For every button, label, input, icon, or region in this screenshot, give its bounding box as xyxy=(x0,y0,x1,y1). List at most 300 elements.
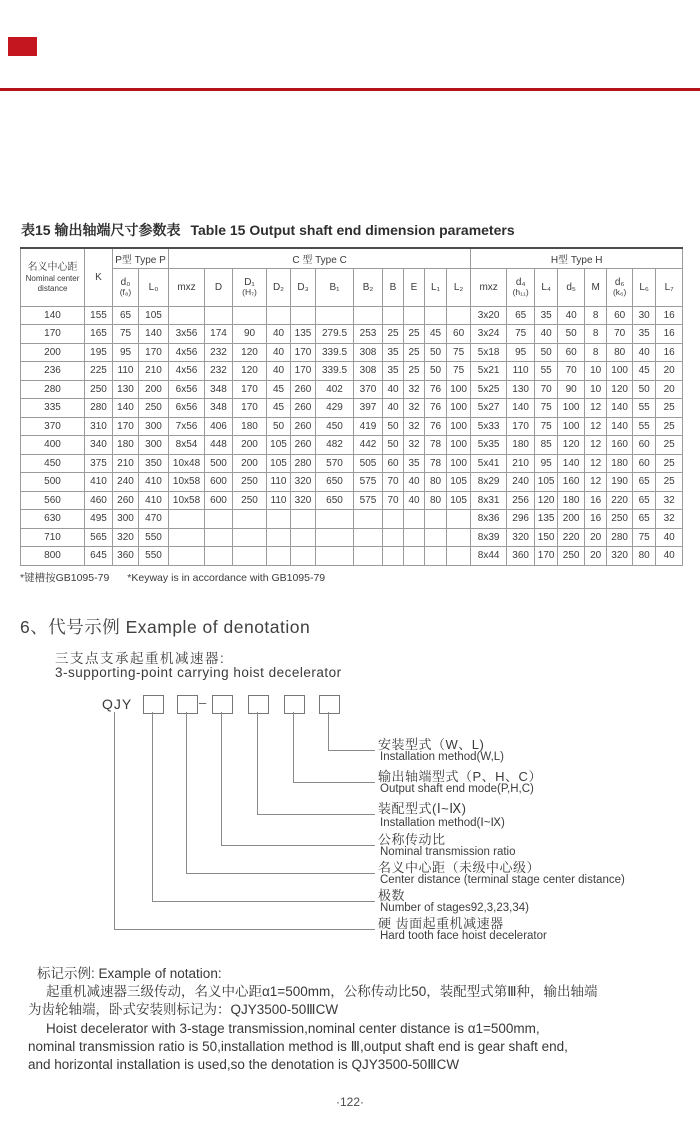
table-cell: 100 xyxy=(607,362,633,381)
table-cell: 170 xyxy=(291,343,316,362)
table-cell: 50 xyxy=(535,343,558,362)
column-header: D xyxy=(205,268,233,306)
table-cell: 165 xyxy=(85,325,113,344)
table-cell: 320 xyxy=(291,473,316,492)
table-cell: 296 xyxy=(507,510,535,529)
table-cell xyxy=(316,510,354,529)
table-cell: 95 xyxy=(507,343,535,362)
table-cell: 45 xyxy=(267,380,291,399)
table-cell: 630 xyxy=(21,510,85,529)
table-cell: 400 xyxy=(21,436,85,455)
table-cell: 140 xyxy=(607,417,633,436)
table-cell: 308 xyxy=(354,362,383,381)
table-cell: 140 xyxy=(607,399,633,418)
table-cell: 150 xyxy=(535,528,558,547)
table-cell: 100 xyxy=(558,399,585,418)
table-cell: 370 xyxy=(354,380,383,399)
table-cell: 200 xyxy=(233,454,267,473)
notation-paragraph xyxy=(20,965,688,1074)
table-cell: 180 xyxy=(507,436,535,455)
denotation-label-zh: 名义中心距（未级中心级） xyxy=(378,860,541,875)
table-cell: 35 xyxy=(383,362,404,381)
table-cell: 8x44 xyxy=(471,547,507,566)
table-cell: 320 xyxy=(507,528,535,547)
table-cell xyxy=(447,528,471,547)
brand-red-mark xyxy=(8,37,37,56)
table-cell: 60 xyxy=(607,306,633,325)
dimension-table xyxy=(20,247,683,566)
table-cell xyxy=(383,510,404,529)
column-header-k: K xyxy=(85,248,113,306)
table-cell: 200 xyxy=(21,343,85,362)
table-cell: 8 xyxy=(585,306,607,325)
table-cell: 65 xyxy=(113,306,139,325)
table-cell: 35 xyxy=(383,343,404,362)
table-cell xyxy=(291,547,316,566)
table-cell: 280 xyxy=(607,528,633,547)
denotation-label-zh: 装配型式(Ⅰ~Ⅸ) xyxy=(378,801,467,816)
table-cell xyxy=(404,528,425,547)
code-prefix: QJY xyxy=(102,696,133,712)
table-cell: 50 xyxy=(425,343,447,362)
table-cell: 10x58 xyxy=(169,491,205,510)
column-header: B₂ xyxy=(354,268,383,306)
table-cell: 60 xyxy=(383,454,404,473)
table-cell xyxy=(354,528,383,547)
table-cell: 300 xyxy=(139,436,169,455)
column-header: L₇ xyxy=(656,268,683,306)
denotation-label-en: Center distance (terminal stage center distance) xyxy=(380,874,625,886)
table-cell: 25 xyxy=(656,454,683,473)
table-cell: 410 xyxy=(139,473,169,492)
table-cell: 279.5 xyxy=(316,325,354,344)
table-cell: 195 xyxy=(85,343,113,362)
table-cell: 80 xyxy=(607,343,633,362)
table-row xyxy=(21,306,683,325)
table-cell: 7x56 xyxy=(169,417,205,436)
column-header: d₀ (f₈) xyxy=(113,268,139,306)
table-cell: 25 xyxy=(404,325,425,344)
table-cell: 16 xyxy=(656,325,683,344)
table-cell: 256 xyxy=(507,491,535,510)
table-cell: 20 xyxy=(656,380,683,399)
table-cell: 35 xyxy=(404,454,425,473)
group-header-p: P型 Type P xyxy=(113,248,169,268)
table-cell: 3x20 xyxy=(471,306,507,325)
table-cell: 105 xyxy=(447,491,471,510)
table-cell: 55 xyxy=(633,417,656,436)
table-cell: 105 xyxy=(267,436,291,455)
table-cell xyxy=(354,306,383,325)
table-cell: 76 xyxy=(425,399,447,418)
denotation-label-zh: 安装型式（W、L) xyxy=(378,737,485,752)
table-cell: 25 xyxy=(656,417,683,436)
table-cell: 482 xyxy=(316,436,354,455)
table-cell: 650 xyxy=(316,473,354,492)
table-cell: 110 xyxy=(113,362,139,381)
table-cell: 160 xyxy=(607,436,633,455)
table-cell: 600 xyxy=(205,491,233,510)
table-cell: 95 xyxy=(113,343,139,362)
table-cell: 370 xyxy=(21,417,85,436)
table-cell: 135 xyxy=(291,325,316,344)
table-cell: 60 xyxy=(633,436,656,455)
table-cell xyxy=(447,306,471,325)
table-cell: 50 xyxy=(267,417,291,436)
table-cell: 800 xyxy=(21,547,85,566)
table-cell: 410 xyxy=(85,473,113,492)
table-cell: 90 xyxy=(558,380,585,399)
table-cell: 110 xyxy=(507,362,535,381)
table-cell xyxy=(233,510,267,529)
column-header: E xyxy=(404,268,425,306)
table-cell: 6x56 xyxy=(169,380,205,399)
table-cell: 5x21 xyxy=(471,362,507,381)
denotation-label-en: Hard tooth face hoist decelerator xyxy=(380,930,547,942)
table-row xyxy=(21,362,683,381)
table-cell: 30 xyxy=(633,306,656,325)
table-cell: 505 xyxy=(354,454,383,473)
table-cell: 75 xyxy=(633,528,656,547)
table-cell: 50 xyxy=(383,436,404,455)
table-cell: 253 xyxy=(354,325,383,344)
table-cell: 105 xyxy=(535,473,558,492)
table-cell xyxy=(316,528,354,547)
table-cell: 40 xyxy=(383,399,404,418)
table-cell: 460 xyxy=(85,491,113,510)
column-header: D₂ xyxy=(267,268,291,306)
table-cell: 70 xyxy=(558,362,585,381)
table-cell xyxy=(447,547,471,566)
table-cell: 80 xyxy=(633,547,656,566)
table-cell: 40 xyxy=(404,491,425,510)
table-cell xyxy=(205,528,233,547)
denotation-label-zh: 硬 齿面起重机减速器 xyxy=(378,916,504,931)
table-row xyxy=(21,547,683,566)
column-header: mxz xyxy=(169,268,205,306)
table-cell xyxy=(267,547,291,566)
table-cell: 25 xyxy=(656,436,683,455)
table-cell: 65 xyxy=(633,473,656,492)
table-cell: 105 xyxy=(267,454,291,473)
table-cell: 4x56 xyxy=(169,343,205,362)
table-cell: 12 xyxy=(585,454,607,473)
table-cell: 190 xyxy=(607,473,633,492)
table-cell: 60 xyxy=(447,325,471,344)
table-cell: 140 xyxy=(139,325,169,344)
table-cell: 110 xyxy=(267,473,291,492)
table-cell: 40 xyxy=(656,547,683,566)
table-cell: 20 xyxy=(656,362,683,381)
table-cell: 550 xyxy=(139,528,169,547)
column-header: L₄ xyxy=(535,268,558,306)
table-cell: 450 xyxy=(316,417,354,436)
table-cell: 397 xyxy=(354,399,383,418)
table-cell: 410 xyxy=(139,491,169,510)
table-cell: 100 xyxy=(447,436,471,455)
table-cell: 5x18 xyxy=(471,343,507,362)
table-cell: 3x24 xyxy=(471,325,507,344)
table-cell: 50 xyxy=(558,325,585,344)
table-title-en: Table 15 Output shaft end dimension parameters xyxy=(190,222,515,238)
table-cell: 565 xyxy=(85,528,113,547)
table-cell: 10x58 xyxy=(169,473,205,492)
table-cell: 348 xyxy=(205,380,233,399)
table-cell: 16 xyxy=(656,306,683,325)
table-cell: 20 xyxy=(585,547,607,566)
table-row xyxy=(21,436,683,455)
table-cell: 3x56 xyxy=(169,325,205,344)
table-cell: 320 xyxy=(607,547,633,566)
column-header: B₁ xyxy=(316,268,354,306)
table-cell: 40 xyxy=(383,380,404,399)
connector-line xyxy=(114,712,375,930)
table-cell: 308 xyxy=(354,343,383,362)
table-cell: 348 xyxy=(205,399,233,418)
table-cell xyxy=(383,547,404,566)
table-cell: 100 xyxy=(558,417,585,436)
table-cell: 75 xyxy=(447,343,471,362)
table-cell: 76 xyxy=(425,417,447,436)
table-cell: 70 xyxy=(607,325,633,344)
table-cell: 250 xyxy=(233,473,267,492)
table-cell: 419 xyxy=(354,417,383,436)
table-cell: 170 xyxy=(535,547,558,566)
table-cell xyxy=(169,306,205,325)
table-cell: 320 xyxy=(113,528,139,547)
table-cell: 32 xyxy=(404,399,425,418)
table-cell: 500 xyxy=(205,454,233,473)
denotation-label-en: Installation method(W,L) xyxy=(380,751,505,763)
table-cell: 40 xyxy=(633,343,656,362)
table-cell: 6x56 xyxy=(169,399,205,418)
notation-line: and horizontal installation is used,so the denotation is QJY3500-50ⅢCW xyxy=(28,1057,460,1073)
table-cell xyxy=(205,547,233,566)
table-cell: 470 xyxy=(139,510,169,529)
table-cell xyxy=(354,547,383,566)
table-cell xyxy=(291,306,316,325)
table-cell xyxy=(205,306,233,325)
table-cell: 25 xyxy=(656,399,683,418)
table-cell: 645 xyxy=(85,547,113,566)
table-cell: 240 xyxy=(507,473,535,492)
table-cell: 260 xyxy=(291,436,316,455)
table-cell: 120 xyxy=(233,362,267,381)
table-cell: 135 xyxy=(535,510,558,529)
denotation-label-en: Number of stages92,3,23,34) xyxy=(380,902,529,914)
table-cell xyxy=(267,510,291,529)
group-header-h: H型 Type H xyxy=(471,248,683,268)
table-cell: 5x35 xyxy=(471,436,507,455)
table-cell: 442 xyxy=(354,436,383,455)
table-cell: 250 xyxy=(139,399,169,418)
table-cell: 500 xyxy=(21,473,85,492)
table-cell: 12 xyxy=(585,399,607,418)
table-cell: 5x33 xyxy=(471,417,507,436)
table-cell: 95 xyxy=(535,454,558,473)
table-cell xyxy=(383,528,404,547)
table-cell: 140 xyxy=(113,399,139,418)
table-cell xyxy=(404,306,425,325)
table-cell: 280 xyxy=(21,380,85,399)
table-cell: 40 xyxy=(404,473,425,492)
table-cell: 100 xyxy=(447,399,471,418)
table-cell: 130 xyxy=(113,380,139,399)
table-cell xyxy=(291,528,316,547)
table-cell: 40 xyxy=(267,343,291,362)
column-header: M xyxy=(585,268,607,306)
table-cell: 220 xyxy=(607,491,633,510)
table-cell: 105 xyxy=(447,473,471,492)
table-cell: 65 xyxy=(633,491,656,510)
table-cell xyxy=(425,528,447,547)
table-cell: 25 xyxy=(656,473,683,492)
denotation-label-en: Nominal transmission ratio xyxy=(380,846,516,858)
table-cell: 550 xyxy=(139,547,169,566)
table-cell: 180 xyxy=(607,454,633,473)
table-cell: 340 xyxy=(85,436,113,455)
table-cell: 75 xyxy=(535,399,558,418)
table-row xyxy=(21,491,683,510)
table-cell: 200 xyxy=(558,510,585,529)
table-cell xyxy=(267,306,291,325)
table-cell: 100 xyxy=(447,380,471,399)
table-cell: 232 xyxy=(205,343,233,362)
table-cell: 402 xyxy=(316,380,354,399)
table-cell: 560 xyxy=(21,491,85,510)
table-cell: 300 xyxy=(113,510,139,529)
table-row xyxy=(21,399,683,418)
table-cell: 250 xyxy=(233,491,267,510)
table-cell: 70 xyxy=(383,473,404,492)
table-cell: 32 xyxy=(656,510,683,529)
table-cell: 12 xyxy=(585,436,607,455)
table-cell: 40 xyxy=(656,528,683,547)
table-cell: 55 xyxy=(633,399,656,418)
table-cell: 4x56 xyxy=(169,362,205,381)
column-header: D₃ xyxy=(291,268,316,306)
column-header: d₅ xyxy=(558,268,585,306)
table-cell: 210 xyxy=(113,454,139,473)
notation-line: nominal transmission ratio is 50,installation method is Ⅲ,output shaft end is gear shaft end, xyxy=(28,1038,568,1054)
table-cell: 210 xyxy=(507,454,535,473)
corner-header: 名义中心距 Nominal center distance xyxy=(21,248,85,306)
table-cell: 250 xyxy=(85,380,113,399)
header-rule xyxy=(0,88,700,91)
table-cell xyxy=(267,528,291,547)
table-cell: 250 xyxy=(558,547,585,566)
table-cell: 650 xyxy=(316,491,354,510)
table-cell: 16 xyxy=(585,491,607,510)
table-cell: 110 xyxy=(267,491,291,510)
table-cell: 495 xyxy=(85,510,113,529)
table-cell: 25 xyxy=(404,362,425,381)
footnote xyxy=(20,570,325,585)
table-row xyxy=(21,343,683,362)
table-cell: 20 xyxy=(585,528,607,547)
table-cell: 40 xyxy=(558,306,585,325)
table-cell: 339.5 xyxy=(316,343,354,362)
table-cell: 70 xyxy=(383,491,404,510)
notation-line: 起重机减速器三级传动，名义中心距α1=500mm，公称传动比50，装配型式第Ⅲ种，输出轴端 xyxy=(46,984,598,1000)
table-row xyxy=(21,528,683,547)
notation-line: Hoist decelerator with 3-stage transmission,nominal center distance is α1=500mm, xyxy=(46,1020,540,1036)
group-header-c: C 型 Type C xyxy=(169,248,471,268)
table-row xyxy=(21,417,683,436)
table-cell: 32 xyxy=(404,380,425,399)
table-cell: 25 xyxy=(383,325,404,344)
table-cell: 240 xyxy=(113,473,139,492)
table-cell: 8 xyxy=(585,343,607,362)
table-cell: 32 xyxy=(404,436,425,455)
footnote-zh: *键槽按GB1095-79 xyxy=(20,572,110,584)
table-cell: 140 xyxy=(21,306,85,325)
column-header: L₂ xyxy=(447,268,471,306)
table-cell: 130 xyxy=(507,380,535,399)
table-cell: 360 xyxy=(507,547,535,566)
table-row xyxy=(21,510,683,529)
table-cell: 200 xyxy=(233,436,267,455)
table-cell: 8x31 xyxy=(471,491,507,510)
table-cell xyxy=(425,547,447,566)
table-cell xyxy=(205,510,233,529)
table-cell: 170 xyxy=(113,417,139,436)
table-cell: 8x29 xyxy=(471,473,507,492)
table-title-zh: 表15 输出轴端尺寸参数表 xyxy=(21,222,181,238)
table-row xyxy=(21,380,683,399)
table-cell: 375 xyxy=(85,454,113,473)
table-cell xyxy=(383,306,404,325)
table-cell: 570 xyxy=(316,454,354,473)
table-cell: 260 xyxy=(291,380,316,399)
table-cell: 105 xyxy=(139,306,169,325)
table-cell: 339.5 xyxy=(316,362,354,381)
table-cell: 170 xyxy=(233,380,267,399)
column-header: L₁ xyxy=(425,268,447,306)
table-cell: 75 xyxy=(535,417,558,436)
table-cell xyxy=(447,510,471,529)
column-header: d₄ (h₁₁) xyxy=(507,268,535,306)
table-cell: 429 xyxy=(316,399,354,418)
table-cell: 5x27 xyxy=(471,399,507,418)
table-cell xyxy=(233,547,267,566)
table-cell: 40 xyxy=(535,325,558,344)
table-cell xyxy=(316,547,354,566)
table-cell: 8x36 xyxy=(471,510,507,529)
table-cell: 120 xyxy=(558,436,585,455)
notation-line: 为齿轮轴端，卧式安装则标记为：QJY3500-50ⅢCW xyxy=(28,1002,339,1018)
table-cell: 32 xyxy=(656,491,683,510)
table-cell: 170 xyxy=(507,417,535,436)
table-cell: 70 xyxy=(535,380,558,399)
table-cell xyxy=(169,510,205,529)
code-dash: – xyxy=(199,695,207,710)
table-cell xyxy=(354,510,383,529)
table-cell: 160 xyxy=(558,473,585,492)
table-cell: 40 xyxy=(267,362,291,381)
table-cell: 180 xyxy=(558,491,585,510)
table-cell xyxy=(316,306,354,325)
denotation-label-zh: 公称传动比 xyxy=(378,832,446,847)
table-cell: 575 xyxy=(354,473,383,492)
table-row xyxy=(21,325,683,344)
table-cell: 78 xyxy=(425,454,447,473)
table-cell: 200 xyxy=(139,380,169,399)
notation-line: 标记示例: Example of notation: xyxy=(37,966,222,981)
table-cell: 80 xyxy=(425,491,447,510)
page-number: ·122· xyxy=(335,1095,364,1109)
table-cell xyxy=(233,528,267,547)
